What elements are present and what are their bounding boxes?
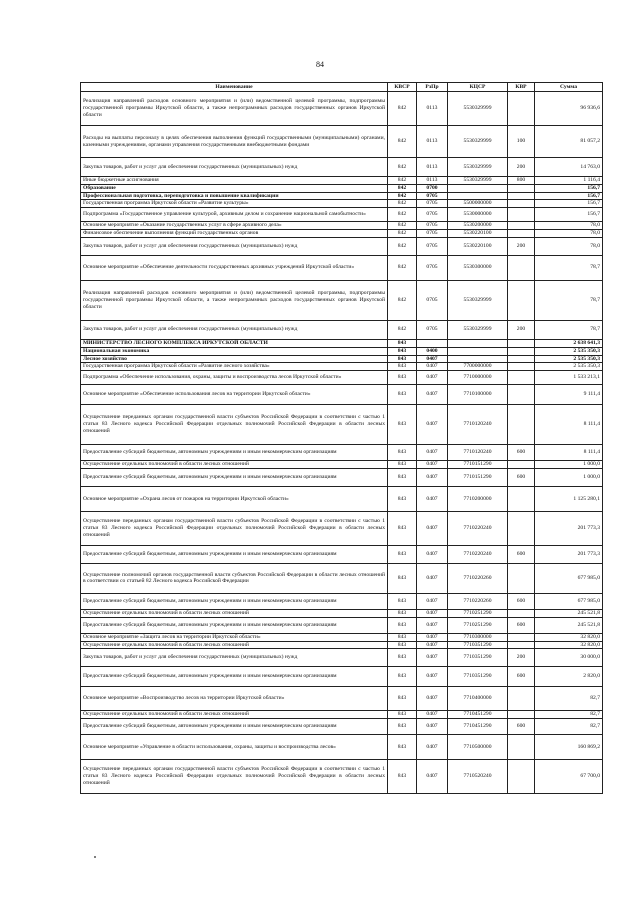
cell-kvr bbox=[508, 347, 535, 355]
cell-kvr bbox=[508, 184, 535, 192]
cell-kcsr: 7710220260 bbox=[448, 563, 508, 593]
cell-kvsr: 843 bbox=[388, 355, 417, 363]
table-row bbox=[81, 461, 603, 469]
cell-kcsr: 7710220240 bbox=[448, 511, 508, 545]
cell-rzpr: 0407 bbox=[417, 649, 448, 667]
table-row bbox=[81, 486, 603, 511]
cell-sum: 156,7 bbox=[535, 200, 603, 208]
cell-kcsr: 5530329999 bbox=[448, 320, 508, 339]
cell-rzpr: 0407 bbox=[417, 371, 448, 385]
cell-name: Основное мероприятие «Обеспечение использования лесов на территории Иркутской области» bbox=[81, 385, 388, 405]
cell-rzpr: 0407 bbox=[417, 760, 448, 794]
cell-rzpr: 0407 bbox=[417, 486, 448, 511]
cell-sum: 201 773,3 bbox=[535, 511, 603, 545]
table-row bbox=[81, 667, 603, 687]
cell-kvsr: 842 bbox=[388, 158, 417, 177]
cell-sum: 1 000,0 bbox=[535, 468, 603, 486]
cell-rzpr: 0705 bbox=[417, 192, 448, 200]
cell-rzpr: 0407 bbox=[417, 667, 448, 687]
cell-kvr bbox=[508, 633, 535, 641]
cell-sum: 78,7 bbox=[535, 255, 603, 280]
cell-kvsr: 843 bbox=[388, 593, 417, 609]
cell-name: Предоставление субсидий бюджетным, автономным учреждениям и иным некоммерческим организациям bbox=[81, 545, 388, 563]
cell-kvsr: 843 bbox=[388, 735, 417, 760]
table-row bbox=[81, 126, 603, 158]
cell-kvr: 600 bbox=[508, 468, 535, 486]
table-row bbox=[81, 371, 603, 385]
cell-sum: 14 763,0 bbox=[535, 158, 603, 177]
cell-kvr bbox=[508, 711, 535, 719]
cell-kcsr: 7710520240 bbox=[448, 760, 508, 794]
cell-kvsr: 842 bbox=[388, 208, 417, 222]
cell-sum: 82,7 bbox=[535, 719, 603, 735]
cell-kvr: 600 bbox=[508, 545, 535, 563]
table-row bbox=[81, 208, 603, 222]
cell-kcsr: 7710351290 bbox=[448, 649, 508, 667]
cell-name: Закупка товаров, работ и услуг для обеспечения государственных (муниципальных) нужд bbox=[81, 649, 388, 667]
table-row bbox=[81, 760, 603, 794]
cell-kvr: 100 bbox=[508, 126, 535, 158]
cell-kvsr: 843 bbox=[388, 617, 417, 633]
table-body bbox=[81, 92, 603, 794]
cell-name: Предоставление субсидий бюджетным, автономным учреждениям и иным некоммерческим организациям bbox=[81, 719, 388, 735]
cell-kvr bbox=[508, 92, 535, 126]
cell-kvsr: 843 bbox=[388, 511, 417, 545]
cell-sum: 160 869,2 bbox=[535, 735, 603, 760]
cell-sum: 2 820,0 bbox=[535, 667, 603, 687]
cell-rzpr: 0705 bbox=[417, 255, 448, 280]
cell-kvsr: 842 bbox=[388, 192, 417, 200]
table-row bbox=[81, 339, 603, 347]
table-row bbox=[81, 617, 603, 633]
cell-name: Осуществление полномочий органов государственной власти субъектов Российской Федерации в области лесных отношений в соответствии со статьей 82 Лесного кодекса Российской Федерации bbox=[81, 563, 388, 593]
table-row bbox=[81, 230, 603, 238]
cell-name: Предоставление субсидий бюджетным, автономным учреждениям и иным некоммерческим организациям bbox=[81, 468, 388, 486]
cell-sum: 156,7 bbox=[535, 184, 603, 192]
cell-kvsr: 843 bbox=[388, 667, 417, 687]
cell-kcsr: 7710451290 bbox=[448, 719, 508, 735]
cell-sum: 245 521,8 bbox=[535, 617, 603, 633]
cell-rzpr: 0407 bbox=[417, 617, 448, 633]
cell-kcsr: 7710251290 bbox=[448, 617, 508, 633]
cell-sum: 78,0 bbox=[535, 237, 603, 255]
cell-kvr bbox=[508, 255, 535, 280]
cell-kcsr: 7710100000 bbox=[448, 385, 508, 405]
cell-kvsr: 843 bbox=[388, 371, 417, 385]
cell-kvsr: 842 bbox=[388, 222, 417, 230]
cell-name: Подпрограмма «Государственное управление культурой, архивным делом и сохранение национальной самобытности» bbox=[81, 208, 388, 222]
page-number: 84 bbox=[316, 60, 324, 69]
cell-kcsr: 7710120240 bbox=[448, 405, 508, 445]
cell-name: Предоставление субсидий бюджетным, автономным учреждениям и иным некоммерческим организациям bbox=[81, 593, 388, 609]
table-row bbox=[81, 593, 603, 609]
table-row bbox=[81, 237, 603, 255]
cell-sum: 81 057,2 bbox=[535, 126, 603, 158]
cell-name: Осуществление отдельных полномочий в области лесных отношений bbox=[81, 461, 388, 469]
table-row bbox=[81, 255, 603, 280]
table-row bbox=[81, 405, 603, 445]
cell-kvr bbox=[508, 405, 535, 445]
cell-kcsr: 7710151290 bbox=[448, 468, 508, 486]
cell-name: Государственная программа Иркутской области «Развитие культуры» bbox=[81, 200, 388, 208]
cell-kcsr: 5530329999 bbox=[448, 92, 508, 126]
cell-kvsr: 843 bbox=[388, 339, 417, 347]
cell-name: Закупка товаров, работ и услуг для обеспечения государственных (муниципальных) нужд bbox=[81, 158, 388, 177]
cell-name: Финансовое обеспечение выполнения функций государственных органов bbox=[81, 230, 388, 238]
cell-kcsr: 5500000000 bbox=[448, 200, 508, 208]
cell-kcsr bbox=[448, 347, 508, 355]
cell-kvr bbox=[508, 339, 535, 347]
cell-kvsr: 843 bbox=[388, 760, 417, 794]
cell-rzpr: 0407 bbox=[417, 719, 448, 735]
column-header-sum: Сумма bbox=[535, 83, 603, 92]
cell-sum: 245 521,8 bbox=[535, 609, 603, 617]
cell-kcsr: 5530329999 bbox=[448, 177, 508, 185]
table-row bbox=[81, 363, 603, 371]
cell-name: Закупка товаров, работ и услуг для обеспечения государственных (муниципальных) нужд bbox=[81, 320, 388, 339]
cell-kcsr: 5530220100 bbox=[448, 237, 508, 255]
cell-name: Образование bbox=[81, 184, 388, 192]
budget-table bbox=[80, 82, 603, 794]
table-row bbox=[81, 735, 603, 760]
cell-name: Основное мероприятие «Оказание государственных услуг в сфере архивного дела» bbox=[81, 222, 388, 230]
table-row bbox=[81, 633, 603, 641]
cell-name: Основное мероприятие «Воспроизводство лесов на территории Иркутской области» bbox=[81, 687, 388, 711]
cell-sum: 156,7 bbox=[535, 208, 603, 222]
cell-rzpr: 0407 bbox=[417, 355, 448, 363]
cell-name: Осуществление переданных органам государственной власти субъектов Российской Федерации в соответствии с частью 1 статьи 83 Лесного кодекса Российской Федерации отдельных полномочий Российской Федерации в области лесных отношений bbox=[81, 760, 388, 794]
table-row bbox=[81, 641, 603, 649]
cell-rzpr: 0705 bbox=[417, 200, 448, 208]
cell-kvr bbox=[508, 461, 535, 469]
cell-kvr: 800 bbox=[508, 177, 535, 185]
cell-kvsr: 843 bbox=[388, 545, 417, 563]
cell-kcsr bbox=[448, 355, 508, 363]
cell-kvsr: 842 bbox=[388, 230, 417, 238]
cell-name: Осуществление отдельных полномочий в области лесных отношений bbox=[81, 711, 388, 719]
cell-kvsr: 842 bbox=[388, 237, 417, 255]
cell-kvr bbox=[508, 200, 535, 208]
cell-kvr: 200 bbox=[508, 158, 535, 177]
cell-kvsr: 843 bbox=[388, 461, 417, 469]
cell-kvr bbox=[508, 280, 535, 320]
cell-kvr: 200 bbox=[508, 649, 535, 667]
cell-kcsr: 7710500000 bbox=[448, 735, 508, 760]
cell-kvsr: 843 bbox=[388, 385, 417, 405]
cell-name: Осуществление отдельных полномочий в области лесных отношений bbox=[81, 609, 388, 617]
cell-kcsr: 7710300000 bbox=[448, 633, 508, 641]
cell-name: Иные бюджетные ассигнования bbox=[81, 177, 388, 185]
cell-sum: 30 000,0 bbox=[535, 649, 603, 667]
cell-name: Основное мероприятие «Обеспечение деятельности государственных архивных учреждений Иркутской области» bbox=[81, 255, 388, 280]
table-row bbox=[81, 320, 603, 339]
cell-kvr bbox=[508, 687, 535, 711]
cell-kvr bbox=[508, 609, 535, 617]
cell-rzpr: 0407 bbox=[417, 385, 448, 405]
cell-rzpr: 0407 bbox=[417, 609, 448, 617]
table-row bbox=[81, 222, 603, 230]
table-row bbox=[81, 192, 603, 200]
cell-kcsr bbox=[448, 192, 508, 200]
cell-sum: 677 985,0 bbox=[535, 593, 603, 609]
cell-kvr bbox=[508, 355, 535, 363]
cell-sum: 1 000,0 bbox=[535, 461, 603, 469]
cell-sum: 8 111,4 bbox=[535, 405, 603, 445]
cell-sum: 78,0 bbox=[535, 230, 603, 238]
cell-kvr bbox=[508, 222, 535, 230]
cell-kvsr: 843 bbox=[388, 687, 417, 711]
cell-kvsr: 843 bbox=[388, 405, 417, 445]
cell-rzpr: 0705 bbox=[417, 237, 448, 255]
table-row bbox=[81, 347, 603, 355]
cell-kcsr: 5530220100 bbox=[448, 230, 508, 238]
cell-sum: 8 111,4 bbox=[535, 445, 603, 461]
cell-rzpr: 0705 bbox=[417, 208, 448, 222]
table-row bbox=[81, 468, 603, 486]
cell-sum: 1 116,4 bbox=[535, 177, 603, 185]
cell-kvsr: 843 bbox=[388, 486, 417, 511]
cell-rzpr: 0407 bbox=[417, 545, 448, 563]
table-row bbox=[81, 445, 603, 461]
cell-rzpr: 0407 bbox=[417, 468, 448, 486]
cell-kvsr: 843 bbox=[388, 363, 417, 371]
cell-kvr bbox=[508, 511, 535, 545]
cell-kcsr: 7710200000 bbox=[448, 486, 508, 511]
table-row bbox=[81, 609, 603, 617]
table-row bbox=[81, 545, 603, 563]
cell-sum: 2 535 350,3 bbox=[535, 355, 603, 363]
cell-sum: 32 820,0 bbox=[535, 641, 603, 649]
cell-sum: 78,7 bbox=[535, 280, 603, 320]
cell-sum: 32 820,0 bbox=[535, 633, 603, 641]
cell-kvr: 200 bbox=[508, 320, 535, 339]
cell-kvr bbox=[508, 563, 535, 593]
cell-rzpr: 0407 bbox=[417, 461, 448, 469]
cell-kcsr: 7710400000 bbox=[448, 687, 508, 711]
cell-kcsr: 5530329999 bbox=[448, 158, 508, 177]
cell-kvr bbox=[508, 371, 535, 385]
cell-kvsr: 842 bbox=[388, 177, 417, 185]
cell-sum: 78,7 bbox=[535, 320, 603, 339]
cell-kvsr: 842 bbox=[388, 184, 417, 192]
cell-name: Государственная программа Иркутской области «Развитие лесного хозяйства» bbox=[81, 363, 388, 371]
cell-kvsr: 842 bbox=[388, 200, 417, 208]
cell-kvr bbox=[508, 230, 535, 238]
cell-rzpr: 0113 bbox=[417, 177, 448, 185]
cell-rzpr: 0407 bbox=[417, 735, 448, 760]
cell-name: Основное мероприятие «Защита лесов на территории Иркутской области» bbox=[81, 633, 388, 641]
cell-kvr: 600 bbox=[508, 617, 535, 633]
cell-rzpr: 0407 bbox=[417, 687, 448, 711]
cell-rzpr: 0113 bbox=[417, 92, 448, 126]
cell-kvsr: 843 bbox=[388, 445, 417, 461]
cell-kcsr: 5530000000 bbox=[448, 208, 508, 222]
cell-name: Осуществление отдельных полномочий в области лесных отношений bbox=[81, 641, 388, 649]
cell-rzpr: 0400 bbox=[417, 347, 448, 355]
cell-kcsr: 7710351290 bbox=[448, 641, 508, 649]
cell-kvr bbox=[508, 363, 535, 371]
cell-rzpr: 0705 bbox=[417, 230, 448, 238]
cell-sum: 82,7 bbox=[535, 711, 603, 719]
cell-kvsr: 843 bbox=[388, 719, 417, 735]
cell-sum: 2 638 641,3 bbox=[535, 339, 603, 347]
cell-rzpr: 0407 bbox=[417, 405, 448, 445]
cell-kcsr: 7710351290 bbox=[448, 667, 508, 687]
table-row bbox=[81, 355, 603, 363]
cell-sum: 96 936,6 bbox=[535, 92, 603, 126]
table-row bbox=[81, 563, 603, 593]
table-row bbox=[81, 177, 603, 185]
cell-kvr bbox=[508, 486, 535, 511]
table-row bbox=[81, 711, 603, 719]
cell-kcsr: 7710451290 bbox=[448, 711, 508, 719]
cell-kcsr bbox=[448, 184, 508, 192]
table-row bbox=[81, 158, 603, 177]
cell-kvsr: 843 bbox=[388, 468, 417, 486]
cell-name: Предоставление субсидий бюджетным, автономным учреждениям и иным некоммерческим организациям bbox=[81, 445, 388, 461]
cell-sum: 2 535 350,3 bbox=[535, 363, 603, 371]
cell-kcsr: 5530200000 bbox=[448, 222, 508, 230]
cell-sum: 9 111,4 bbox=[535, 385, 603, 405]
cell-kvsr: 843 bbox=[388, 563, 417, 593]
table-row bbox=[81, 719, 603, 735]
cell-kvr bbox=[508, 385, 535, 405]
table-row bbox=[81, 280, 603, 320]
scan-mark bbox=[94, 856, 96, 858]
cell-name: Предоставление субсидий бюджетным, автономным учреждениям и иным некоммерческим организациям bbox=[81, 617, 388, 633]
cell-name: Реализация направлений расходов основного мероприятия и (или) ведомственной целевой программы, подпрограммы государственной программы Иркутской области, а также непрограммных расходов государственных органов Иркутской области bbox=[81, 92, 388, 126]
cell-kvsr: 842 bbox=[388, 126, 417, 158]
cell-name: Основное мероприятие «Охрана лесов от пожаров на территории Иркутской области» bbox=[81, 486, 388, 511]
cell-kvr bbox=[508, 208, 535, 222]
cell-kvsr: 843 bbox=[388, 347, 417, 355]
cell-kvsr: 843 bbox=[388, 609, 417, 617]
cell-sum: 1 533 213,1 bbox=[535, 371, 603, 385]
cell-name: Закупка товаров, работ и услуг для обеспечения государственных (муниципальных) нужд bbox=[81, 237, 388, 255]
cell-kcsr bbox=[448, 339, 508, 347]
cell-rzpr: 0705 bbox=[417, 320, 448, 339]
cell-kcsr: 7710000000 bbox=[448, 371, 508, 385]
cell-kvsr: 842 bbox=[388, 255, 417, 280]
column-header-kcsr: КЦСР bbox=[448, 83, 508, 92]
table-row bbox=[81, 92, 603, 126]
cell-name: Основное мероприятие «Управление в области использования, охраны, защиты и воспроизводства лесов» bbox=[81, 735, 388, 760]
cell-kvsr: 843 bbox=[388, 649, 417, 667]
column-header-name: Наименование bbox=[81, 83, 388, 92]
cell-kcsr: 7710220240 bbox=[448, 545, 508, 563]
cell-kvsr: 843 bbox=[388, 633, 417, 641]
cell-sum: 78,0 bbox=[535, 222, 603, 230]
cell-kvr bbox=[508, 192, 535, 200]
cell-kcsr: 7710151290 bbox=[448, 461, 508, 469]
cell-name: Реализация направлений расходов основного мероприятия и (или) ведомственной целевой программы, подпрограммы государственной программы Иркутской области, а также непрограммных расходов государственных органов Иркутской области bbox=[81, 280, 388, 320]
cell-sum: 156,7 bbox=[535, 192, 603, 200]
cell-kcsr: 5530329999 bbox=[448, 280, 508, 320]
cell-kvsr: 843 bbox=[388, 711, 417, 719]
cell-rzpr: 0407 bbox=[417, 641, 448, 649]
cell-name: Осуществление переданных органам государственной власти субъектов Российской Федерации в соответствии с частью 1 статьи 83 Лесного кодекса Российской Федерации отдельных полномочий Российской Федерации в области лесных отношений bbox=[81, 405, 388, 445]
cell-sum: 82,7 bbox=[535, 687, 603, 711]
cell-rzpr: 0705 bbox=[417, 222, 448, 230]
table-row bbox=[81, 511, 603, 545]
cell-rzpr: 0407 bbox=[417, 563, 448, 593]
cell-kcsr: 7710251290 bbox=[448, 609, 508, 617]
cell-name: Осуществление переданных органам государственной власти субъектов Российской Федерации в соответствии с частью 1 статьи 83 Лесного кодекса Российской Федерации отдельных полномочий Российской Федерации в области лесных отношений bbox=[81, 511, 388, 545]
table-row bbox=[81, 385, 603, 405]
cell-kcsr: 7710120240 bbox=[448, 445, 508, 461]
cell-kvsr: 842 bbox=[388, 92, 417, 126]
table-row bbox=[81, 200, 603, 208]
cell-kcsr: 7700000000 bbox=[448, 363, 508, 371]
column-header-kvsr: КВСР bbox=[388, 83, 417, 92]
cell-name: Расходы на выплаты персоналу в целях обеспечения выполнения функций государственными (муниципальными) органами, казенными учреждениями, органами управления государственными внебюджетными фондами bbox=[81, 126, 388, 158]
cell-rzpr: 0113 bbox=[417, 158, 448, 177]
cell-kvr: 600 bbox=[508, 593, 535, 609]
cell-kvr bbox=[508, 760, 535, 794]
column-header-kvr: КВР bbox=[508, 83, 535, 92]
table-row bbox=[81, 184, 603, 192]
cell-rzpr: 0407 bbox=[417, 363, 448, 371]
cell-rzpr: 0407 bbox=[417, 633, 448, 641]
cell-kvr: 600 bbox=[508, 719, 535, 735]
cell-name: МИНИСТЕРСТВО ЛЕСНОГО КОМПЛЕКСА ИРКУТСКОЙ ОБЛАСТИ bbox=[81, 339, 388, 347]
cell-kvsr: 842 bbox=[388, 320, 417, 339]
cell-kvsr: 842 bbox=[388, 280, 417, 320]
table-header-row bbox=[81, 83, 603, 92]
cell-name: Лесное хозяйство bbox=[81, 355, 388, 363]
cell-rzpr: 0407 bbox=[417, 511, 448, 545]
cell-rzpr: 0705 bbox=[417, 280, 448, 320]
cell-kcsr: 5530329999 bbox=[448, 126, 508, 158]
cell-sum: 67 700,0 bbox=[535, 760, 603, 794]
cell-name: Национальная экономика bbox=[81, 347, 388, 355]
table-row bbox=[81, 687, 603, 711]
cell-rzpr: 0407 bbox=[417, 593, 448, 609]
cell-name: Подпрограмма «Обеспечение использования, охраны, защиты и воспроизводства лесов Иркутской области» bbox=[81, 371, 388, 385]
cell-kvr: 600 bbox=[508, 667, 535, 687]
cell-rzpr: 0700 bbox=[417, 184, 448, 192]
cell-sum: 2 535 350,3 bbox=[535, 347, 603, 355]
cell-name: Профессиональная подготовка, переподготовка и повышение квалификации bbox=[81, 192, 388, 200]
cell-name: Предоставление субсидий бюджетным, автономным учреждениям и иным некоммерческим организациям bbox=[81, 667, 388, 687]
cell-sum: 201 773,3 bbox=[535, 545, 603, 563]
cell-kvr bbox=[508, 641, 535, 649]
cell-rzpr: 0113 bbox=[417, 126, 448, 158]
table-row bbox=[81, 649, 603, 667]
cell-kcsr: 5530300000 bbox=[448, 255, 508, 280]
cell-sum: 677 985,0 bbox=[535, 563, 603, 593]
cell-rzpr bbox=[417, 339, 448, 347]
cell-rzpr: 0407 bbox=[417, 711, 448, 719]
cell-kcsr: 7710220260 bbox=[448, 593, 508, 609]
cell-kvsr: 843 bbox=[388, 641, 417, 649]
cell-rzpr: 0407 bbox=[417, 445, 448, 461]
cell-kvr: 200 bbox=[508, 237, 535, 255]
cell-sum: 1 125 280,1 bbox=[535, 486, 603, 511]
cell-kvr: 600 bbox=[508, 445, 535, 461]
cell-kvr bbox=[508, 735, 535, 760]
column-header-rzpr: РзПр bbox=[417, 83, 448, 92]
